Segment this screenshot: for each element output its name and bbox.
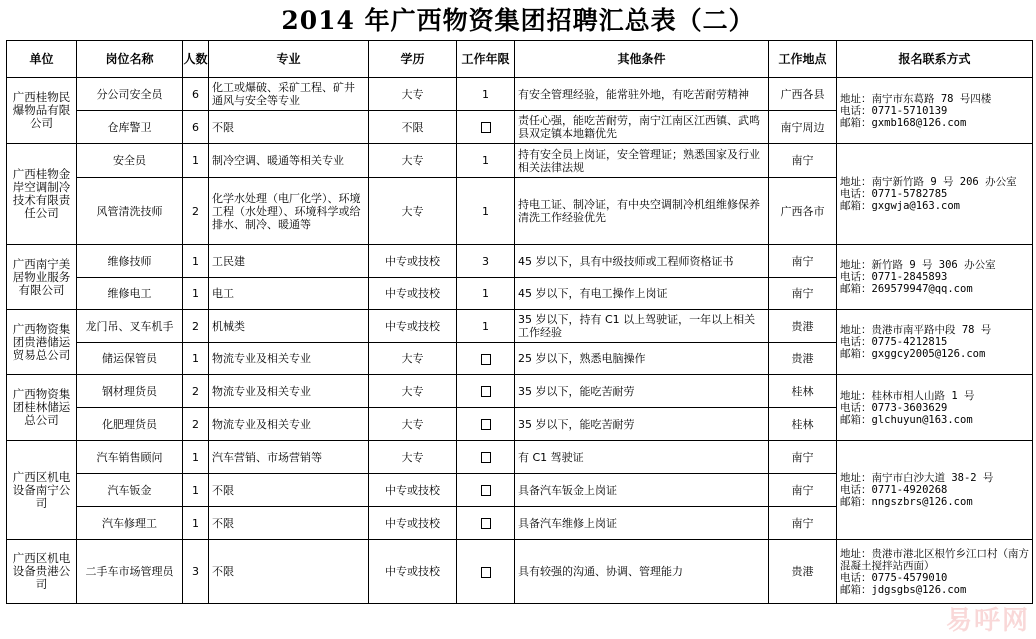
empty-box-icon xyxy=(481,419,491,430)
place-cell: 南宁 xyxy=(769,278,837,310)
place-cell: 桂林 xyxy=(769,375,837,408)
major-cell: 不限 xyxy=(209,540,369,604)
years-cell xyxy=(457,111,515,144)
condition-cell: 35 岁以下，能吃苦耐劳 xyxy=(515,375,769,408)
edu-cell: 大专 xyxy=(369,178,457,245)
post-cell: 汽车钣金 xyxy=(77,474,183,507)
years-cell: 1 xyxy=(457,78,515,111)
edu-cell: 大专 xyxy=(369,343,457,375)
contact-line: 邮箱：gxggcy2005@126.com xyxy=(840,348,986,360)
edu-cell: 大专 xyxy=(369,441,457,474)
major-cell: 化学水处理（电厂化学）、环境工程（水处理）、环境科学或给排水、制冷、暖通等 xyxy=(209,178,369,245)
major-cell: 机械类 xyxy=(209,310,369,343)
contact-line: 邮箱：glchuyun@163.com xyxy=(840,413,973,426)
years-cell xyxy=(457,343,515,375)
contact-cell xyxy=(837,540,1033,604)
condition-cell: 45 岁以下，具有中级技师或工程师资格证书 xyxy=(515,245,769,278)
place-cell: 南宁 xyxy=(769,441,837,474)
major-cell: 制冷空调、暖通等相关专业 xyxy=(209,144,369,178)
empty-box-icon xyxy=(481,386,491,397)
years-cell: 1 xyxy=(457,144,515,178)
header-contact: 报名联系方式 xyxy=(837,41,1033,78)
table-row xyxy=(7,310,1033,343)
edu-cell: 中专或技校 xyxy=(369,507,457,540)
contact-cell xyxy=(837,144,1033,245)
condition-cell: 具备汽车钣金上岗证 xyxy=(515,474,769,507)
table-row xyxy=(7,540,1033,604)
unit-cell: 广西区机电设备贵港公司 xyxy=(7,540,77,604)
post-cell: 分公司安全员 xyxy=(77,78,183,111)
header-edu: 学历 xyxy=(369,41,457,78)
post-cell: 龙门吊、叉车机手 xyxy=(77,310,183,343)
post-cell: 仓库警卫 xyxy=(77,111,183,144)
major-cell: 汽车营销、市场营销等 xyxy=(209,441,369,474)
condition-cell: 25 岁以下，熟悉电脑操作 xyxy=(515,343,769,375)
contact-line: 邮箱：269579947@qq.com xyxy=(840,283,973,295)
num-cell: 3 xyxy=(183,540,209,604)
place-cell: 贵港 xyxy=(769,343,837,375)
header-cond: 其他条件 xyxy=(515,41,769,78)
major-cell: 不限 xyxy=(209,507,369,540)
place-cell: 南宁 xyxy=(769,144,837,178)
contact-cell xyxy=(837,78,1033,144)
contact-line: 地址：桂林市相人山路 1 号 xyxy=(840,389,975,402)
header-unit: 单位 xyxy=(7,41,77,78)
place-cell: 桂林 xyxy=(769,408,837,441)
post-cell: 钢材理货员 xyxy=(77,375,183,408)
header-post: 岗位名称 xyxy=(77,41,183,78)
table-row xyxy=(7,144,1033,178)
unit-cell: 广西南宁美居物业服务有限公司 xyxy=(7,245,77,310)
condition-cell: 责任心强，能吃苦耐劳，南宁江南区江西镇、武鸣县双定镇本地籍优先 xyxy=(515,111,769,144)
header-place: 工作地点 xyxy=(769,41,837,78)
num-cell: 2 xyxy=(183,178,209,245)
num-cell: 2 xyxy=(183,408,209,441)
header-years: 工作年限 xyxy=(457,41,515,78)
edu-cell: 大专 xyxy=(369,78,457,111)
place-cell: 贵港 xyxy=(769,540,837,604)
post-cell: 储运保管员 xyxy=(77,343,183,375)
place-cell: 广西各县 xyxy=(769,78,837,111)
contact-cell xyxy=(837,310,1033,375)
unit-cell: 广西桂物民爆物品有限公司 xyxy=(7,78,77,144)
major-cell: 物流专业及相关专业 xyxy=(209,343,369,375)
contact-cell xyxy=(837,245,1033,310)
contact-cell xyxy=(837,375,1033,441)
condition-cell: 具备汽车维修上岗证 xyxy=(515,507,769,540)
condition-cell: 持电工证、制冷证，有中央空调制冷机组维修保养清洗工作经验优先 xyxy=(515,178,769,245)
major-cell: 不限 xyxy=(209,111,369,144)
contact-line: 邮箱：nngszbrs@126.com xyxy=(840,496,973,508)
edu-cell: 中专或技校 xyxy=(369,540,457,604)
contact-line: 地址：贵港市南平路中段 78 号 xyxy=(840,324,992,336)
num-cell: 1 xyxy=(183,441,209,474)
header-row xyxy=(7,41,1033,78)
unit-cell: 广西物资集团贵港储运贸易总公司 xyxy=(7,310,77,375)
num-cell: 6 xyxy=(183,111,209,144)
post-cell: 安全员 xyxy=(77,144,183,178)
post-cell: 二手车市场管理员 xyxy=(77,540,183,604)
table-row xyxy=(7,245,1033,278)
num-cell: 1 xyxy=(183,474,209,507)
contact-line: 地址：南宁市东葛路 78 号四楼 xyxy=(840,92,992,105)
years-cell xyxy=(457,507,515,540)
num-cell: 1 xyxy=(183,278,209,310)
major-cell: 物流专业及相关专业 xyxy=(209,408,369,441)
watermark-logo: 易呼网 xyxy=(945,606,1030,636)
num-cell: 1 xyxy=(183,343,209,375)
condition-cell: 具有较强的沟通、协调、管理能力 xyxy=(515,540,769,604)
empty-box-icon xyxy=(481,567,491,578)
num-cell: 1 xyxy=(183,144,209,178)
years-cell xyxy=(457,474,515,507)
num-cell: 1 xyxy=(183,245,209,278)
condition-cell: 35 岁以下，能吃苦耐劳 xyxy=(515,408,769,441)
edu-cell: 中专或技校 xyxy=(369,245,457,278)
years-cell xyxy=(457,540,515,604)
years-cell: 1 xyxy=(457,310,515,343)
place-cell: 南宁 xyxy=(769,245,837,278)
empty-box-icon xyxy=(481,122,491,133)
place-cell: 南宁 xyxy=(769,507,837,540)
edu-cell: 不限 xyxy=(369,111,457,144)
place-cell: 贵港 xyxy=(769,310,837,343)
contact-line: 电话：0775-4579010 xyxy=(840,571,948,584)
empty-box-icon xyxy=(481,452,491,463)
contact-line: 地址：新竹路 9 号 306 办公室 xyxy=(840,259,996,271)
header-major: 专业 xyxy=(209,41,369,78)
years-cell: 1 xyxy=(457,178,515,245)
post-cell: 汽车修理工 xyxy=(77,507,183,540)
contact-line: 地址：南宁市白沙大道 38-2 号 xyxy=(840,472,994,484)
post-cell: 维修技师 xyxy=(77,245,183,278)
condition-cell: 45 岁以下，有电工操作上岗证 xyxy=(515,278,769,310)
contact-line: 邮箱：gxgwja@163.com xyxy=(840,200,961,212)
condition-cell: 35 岁以下，持有 C1 以上驾驶证，一年以上相关工作经验 xyxy=(515,310,769,343)
place-cell: 南宁 xyxy=(769,474,837,507)
contact-line: 电话：0771-4920268 xyxy=(840,484,948,496)
page-title: 2014 年广西物资集团招聘汇总表（二） xyxy=(281,6,755,35)
empty-box-icon xyxy=(481,485,491,496)
major-cell: 化工或爆破、采矿工程、矿井通风与安全等专业 xyxy=(209,78,369,111)
contact-line: 电话：0771-5782785 xyxy=(840,188,948,200)
place-cell: 广西各市 xyxy=(769,178,837,245)
edu-cell: 大专 xyxy=(369,375,457,408)
post-cell: 化肥理货员 xyxy=(77,408,183,441)
edu-cell: 大专 xyxy=(369,408,457,441)
major-cell: 工民建 xyxy=(209,245,369,278)
unit-cell: 广西桂物金岸空调制冷技术有限责任公司 xyxy=(7,144,77,245)
num-cell: 2 xyxy=(183,310,209,343)
contact-cell xyxy=(837,441,1033,540)
header-num: 人数 xyxy=(183,41,209,78)
num-cell: 1 xyxy=(183,507,209,540)
contact-line: 邮箱：jdgsgbs@126.com xyxy=(840,583,967,596)
condition-cell: 有 C1 驾驶证 xyxy=(515,441,769,474)
major-cell: 不限 xyxy=(209,474,369,507)
empty-box-icon xyxy=(481,354,491,365)
years-cell: 3 xyxy=(457,245,515,278)
empty-box-icon xyxy=(481,518,491,529)
edu-cell: 中专或技校 xyxy=(369,310,457,343)
contact-line: 电话：0771-5710139 xyxy=(840,104,948,117)
contact-line: 地址：贵港市港北区根竹乡江口村（南方混凝土搅拌站西面） xyxy=(840,547,1029,572)
major-cell: 电工 xyxy=(209,278,369,310)
contact-line: 邮箱：gxmb168@126.com xyxy=(840,116,967,129)
post-cell: 风管清洗技师 xyxy=(77,178,183,245)
place-cell: 南宁周边 xyxy=(769,111,837,144)
condition-cell: 有安全管理经验，能常驻外地，有吃苦耐劳精神 xyxy=(515,78,769,111)
edu-cell: 中专或技校 xyxy=(369,474,457,507)
num-cell: 2 xyxy=(183,375,209,408)
recruitment-table xyxy=(6,40,1033,604)
years-cell xyxy=(457,375,515,408)
years-cell xyxy=(457,408,515,441)
contact-line: 电话：0773-3603629 xyxy=(840,401,948,414)
edu-cell: 中专或技校 xyxy=(369,278,457,310)
contact-line: 地址：南宁新竹路 9 号 206 办公室 xyxy=(840,176,1017,188)
table-row xyxy=(7,78,1033,111)
contact-line: 电话：0775-4212815 xyxy=(840,336,948,348)
num-cell: 6 xyxy=(183,78,209,111)
post-cell: 维修电工 xyxy=(77,278,183,310)
major-cell: 物流专业及相关专业 xyxy=(209,375,369,408)
table-row xyxy=(7,441,1033,474)
years-cell: 1 xyxy=(457,278,515,310)
condition-cell: 持有安全员上岗证，安全管理证；熟悉国家及行业相关法律法规 xyxy=(515,144,769,178)
years-cell xyxy=(457,441,515,474)
table-row xyxy=(7,375,1033,408)
edu-cell: 大专 xyxy=(369,144,457,178)
unit-cell: 广西区机电设备南宁公司 xyxy=(7,441,77,540)
contact-line: 电话：0771-2845893 xyxy=(840,271,948,283)
unit-cell: 广西物资集团桂林储运总公司 xyxy=(7,375,77,441)
post-cell: 汽车销售顾问 xyxy=(77,441,183,474)
